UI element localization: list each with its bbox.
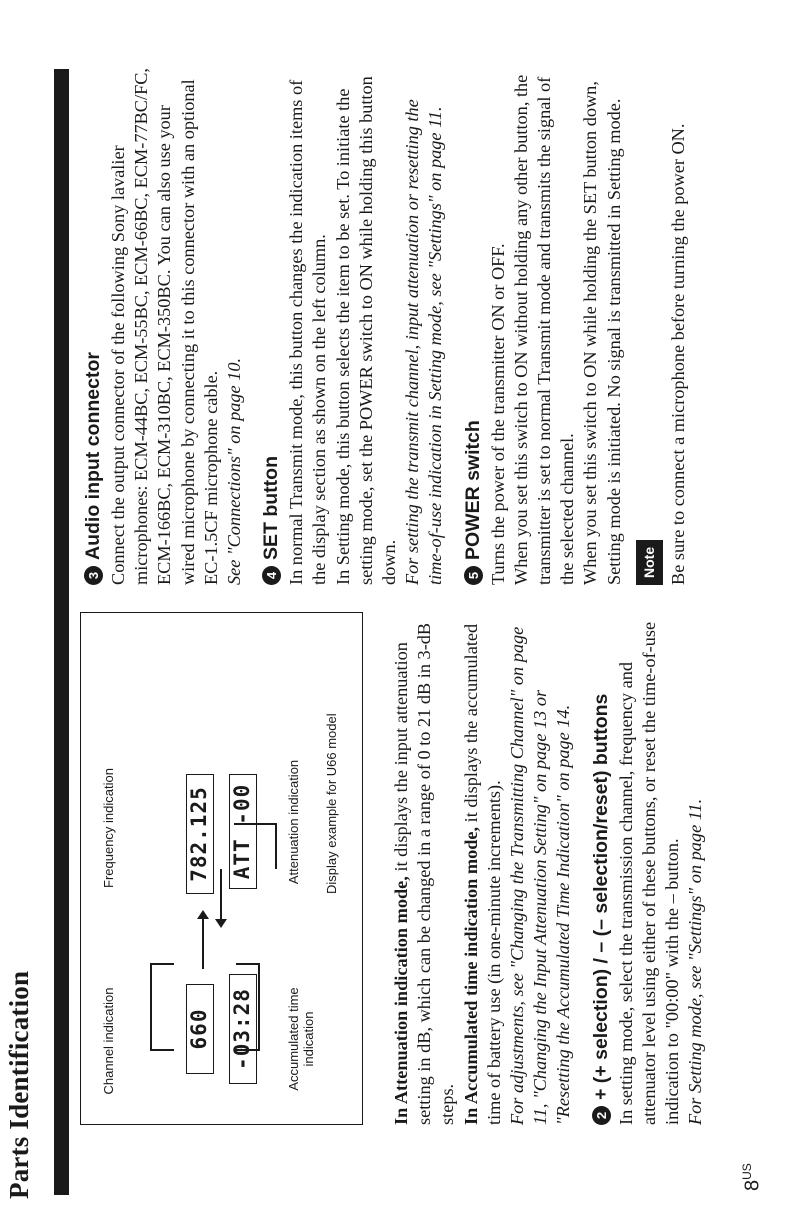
section-3-title: Audio input connector: [82, 352, 104, 560]
time-mode-paragraph: [460, 612, 506, 1125]
channel-lcd: 660: [186, 984, 214, 1074]
right-column: [80, 65, 690, 585]
attenuation-mode-paragraph: [390, 612, 460, 1125]
section-4-title: SET button: [260, 456, 283, 560]
section-3-number: 3: [84, 566, 103, 585]
section-4-text-1: In normal Transmit mode, this button changes the indication items of the display section as shown on the left column.: [286, 79, 330, 585]
section-3-heading: [80, 65, 107, 585]
section-4-number: 4: [262, 566, 281, 585]
section-4-text-2: In Setting mode, this button selects the item to be set. To initiate the setting mode, set the POWER switch to ON while holding this button down.: [332, 76, 400, 585]
frequency-indication-label: Frequency indication: [101, 768, 116, 888]
header-rule: [54, 69, 69, 1195]
note-text: Be sure to connect a microphone before turning the power ON.: [668, 123, 689, 585]
left-column: [390, 612, 707, 1125]
page-number-suffix: US: [740, 1163, 754, 1180]
attenuation-lcd: ATT -00: [229, 774, 257, 889]
page-title: Parts Identification: [4, 970, 34, 1199]
section-3-text: Connect the output connector of the following Sony lavalier microphones: ECM-44BC, ECM-55BC, ECM-66BC, ECM-77BC/FC, ECM-166BC, ECM-310BC, ECM-350BC. You can also use your wired microphone by connecting it to this connector with an optional EC-1.5CF microphone cable.: [108, 68, 221, 585]
time-lcd: -03:28: [229, 974, 257, 1084]
time-indication-label: Accumulated time indication: [286, 987, 316, 1091]
section-3-reference: See "Connections" on page 10.: [224, 357, 245, 585]
page-number-value: 8: [741, 1179, 764, 1191]
attenuation-mode-text: it displays the input attenuation setting in dB, which can be changed in a range of 0 to 21 dB in 3-dB steps.: [391, 622, 458, 1125]
section-5-number: 5: [464, 566, 483, 585]
attenuation-indication-label: Attenuation indication: [286, 759, 301, 885]
section-5-text-2: When you set this switch to ON without holding any other button, the transmitter is set to normal Transmit mode and transmits the signal of the selected channel.: [510, 74, 578, 585]
time-mode-reference: For adjustments, see "Changing the Transmitting Channel" on page 11, "Changing the Input Attenuation Setting" on page 13 or "Resetting the Accumulated Time Indication" on page 14.: [507, 626, 574, 1125]
note-label: Note: [636, 540, 663, 585]
attenuation-mode-bold: In Attenuation indication mode,: [391, 876, 411, 1125]
section-4-reference: For setting the transmit channel, input attenuation or resetting the time-of-use indication in Setting mode, see "Settings" on page 11.: [402, 99, 446, 585]
section-2-text: In setting mode, select the transmission channel, frequency and attenuator level using either of these buttons, or reset the time-of-use indication to "00:00" with the – button.: [615, 621, 683, 1125]
page-number: [740, 1163, 765, 1191]
channel-indication-label: Channel indication: [101, 987, 116, 1095]
section-2-number: 2: [592, 1106, 611, 1125]
display-diagram-arrows: [81, 611, 364, 1124]
section-5-text-1: Turns the power of the transmitter ON or OFF.: [487, 243, 508, 585]
section-5-heading: [460, 65, 487, 585]
frequency-lcd: 782.125: [186, 774, 214, 894]
section-2-reference: For Setting mode, see "Settings" on page 11.: [685, 798, 706, 1125]
time-mode-text: it displays the accumulated time of battery use (in one-minute increments).: [460, 623, 504, 1125]
section-5-title: POWER switch: [461, 420, 484, 560]
section-2-heading: [588, 612, 615, 1125]
figure-caption: Display example for U66 model: [324, 713, 339, 894]
section-2-title: + (+ selection) / – (– selection/reset) buttons: [589, 693, 612, 1100]
section-5-text-3: When you set this switch to ON while holding the SET button down, Setting mode is initiated. No signal is transmitted in Setting mode.: [580, 81, 624, 585]
section-4-heading: [258, 65, 285, 585]
display-figure: [80, 612, 363, 1125]
time-mode-bold: In Accumulated time indication mode,: [460, 826, 481, 1125]
